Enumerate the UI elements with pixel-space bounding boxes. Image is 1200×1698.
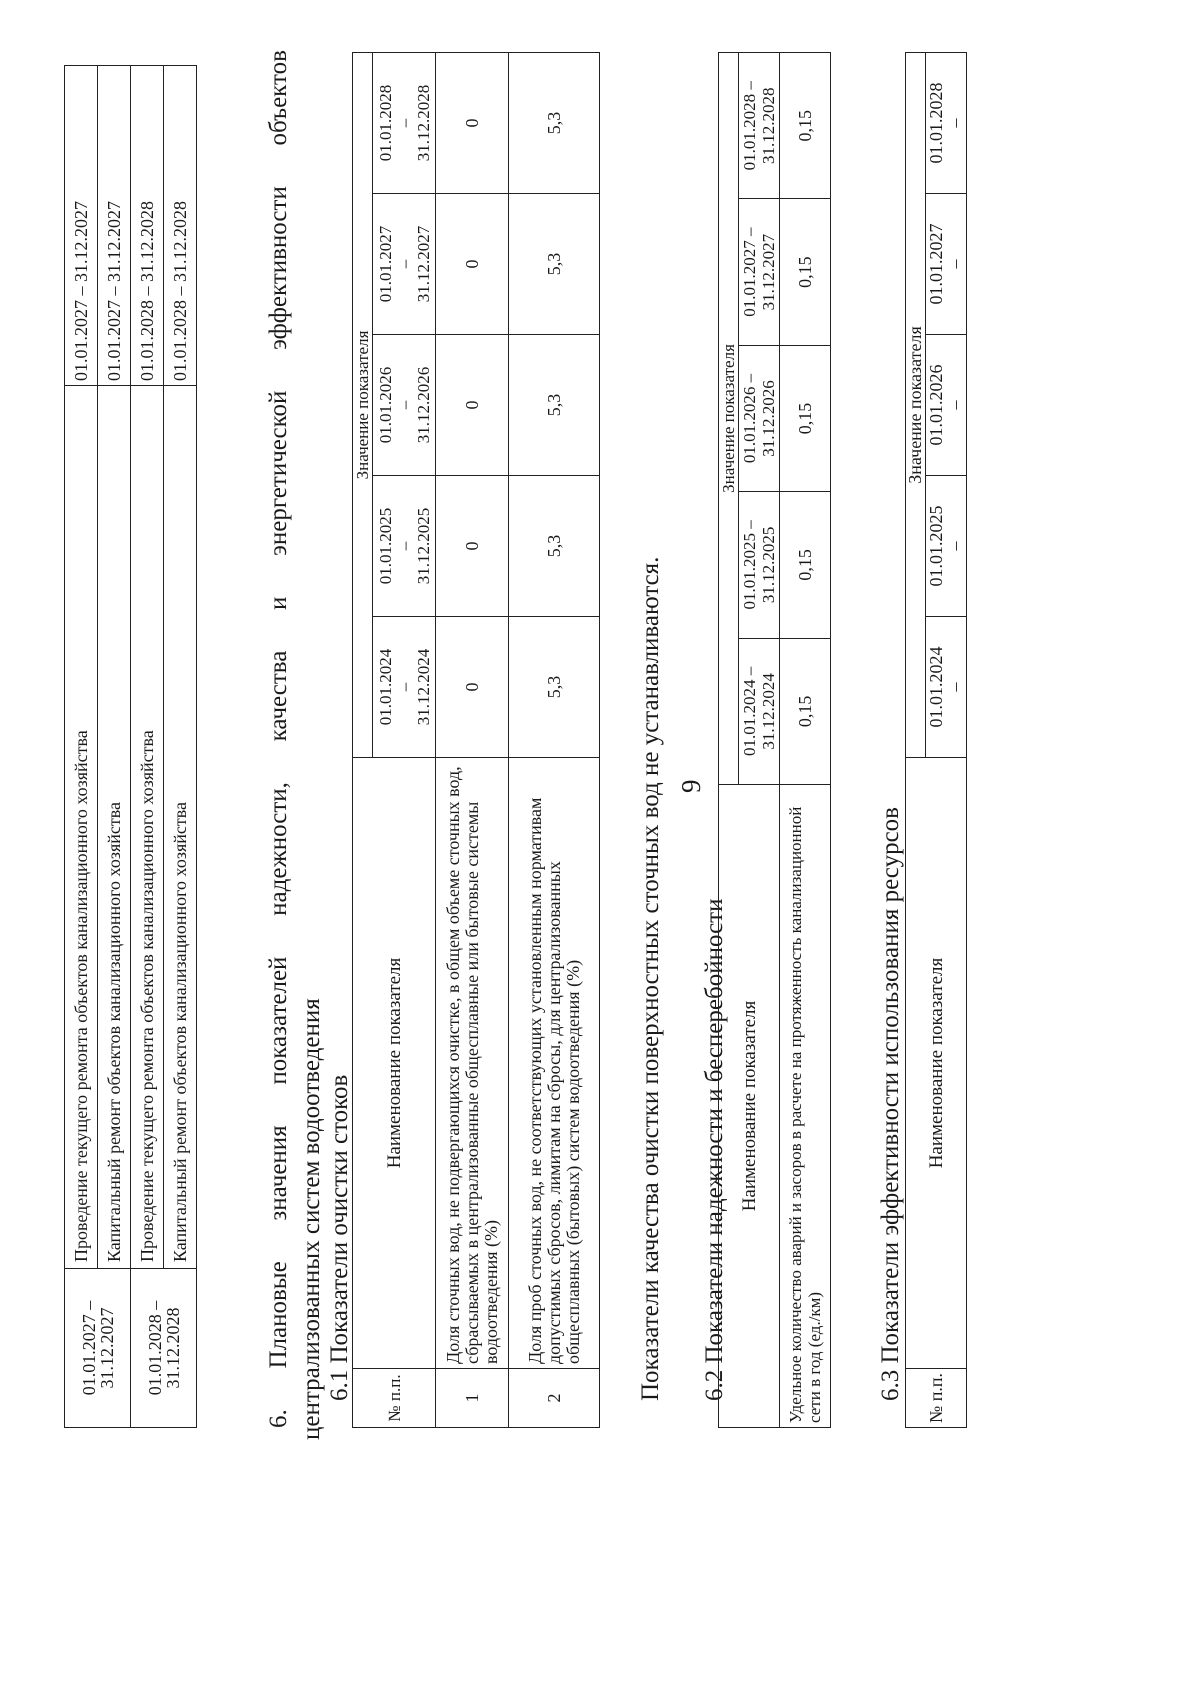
period-start: 01.01.2024 <box>375 648 395 726</box>
indicator-value: 5,3 <box>509 194 600 335</box>
period-start: 01.01.2025 <box>375 507 395 585</box>
page-number: 9 <box>676 779 706 793</box>
period-header: 01.01.2028 – 31.12.2028 <box>739 53 780 199</box>
period-start: 01.01.2027 <box>375 225 395 303</box>
indicator-value: 0 <box>436 617 509 758</box>
schedule-range-cell: 01.01.2027 – 31.12.2027 <box>98 66 131 386</box>
heading-word: энергетической <box>265 390 292 556</box>
period-dash: – <box>394 400 414 410</box>
indicator-value: 0,15 <box>780 53 831 199</box>
schedule-range-cell: 01.01.2028 – 31.12.2028 <box>164 66 197 386</box>
period-dash: – <box>394 118 414 128</box>
table-row <box>98 66 131 1428</box>
name-header: Наименование показателя <box>719 785 780 1428</box>
period-dash: – <box>945 682 965 692</box>
period-header <box>926 617 967 758</box>
period-header <box>926 476 967 617</box>
period-header: 01.01.2025 – 31.12.2025 <box>739 492 780 638</box>
period-header <box>373 617 436 758</box>
table-row <box>65 66 98 1428</box>
period-start: 01.01.2024 <box>926 646 946 728</box>
row-number: 1 <box>436 1369 509 1428</box>
period-end: 31.12.2027 <box>413 225 433 303</box>
schedule-work-cell: Проведение текущего ремонта объектов канализационного хозяйства <box>65 386 98 1269</box>
period-dash: – <box>394 541 414 551</box>
heading-word: качества <box>265 650 292 742</box>
table-header-row <box>353 53 373 1428</box>
period-dash: – <box>394 682 414 692</box>
value-header: Значение показателя <box>906 53 926 758</box>
indicator-name: Доля сточных вод, не подвергающихся очистке, в общем объеме сточных вод, сбрасываемых в централизованные общесплавные или бытовые системы водоотведения (%) <box>436 758 509 1369</box>
period-dash: – <box>394 259 414 269</box>
heading-word: надежности, <box>265 782 292 916</box>
period-header <box>373 53 436 194</box>
period-dash: – <box>945 259 965 269</box>
indicator-value: 5,3 <box>509 53 600 194</box>
section-6-heading-line2: централизованных систем водоотведения <box>298 998 325 1440</box>
table-row <box>436 53 509 1428</box>
table-header-row <box>906 53 926 1428</box>
section-6-3-heading: 6.3 Показатели эффективности использования ресурсов <box>877 807 904 1401</box>
period-end: 31.12.2025 <box>413 507 433 585</box>
num-header: № п.п. <box>906 1369 967 1428</box>
period-start: 01.01.2028 <box>375 84 395 162</box>
indicator-name: Доля проб сточных вод, не соответствующих установленным нормативам допустимых сбросов, лимитам на сбросы, для централизованных общесплавных (бытовых) систем водоотведения (%) <box>509 758 600 1369</box>
table-row <box>780 53 831 1428</box>
table-header-row <box>719 53 739 1428</box>
period-header <box>926 194 967 335</box>
period-header: 01.01.2027 – 31.12.2027 <box>739 199 780 345</box>
heading-word: эффективности <box>265 186 292 350</box>
heading-word: объектов <box>265 50 292 146</box>
period-header <box>373 476 436 617</box>
schedule-range-cell: 01.01.2028 – 31.12.2028 <box>131 66 164 386</box>
period-header <box>373 335 436 476</box>
period-dash: – <box>945 118 965 128</box>
period-start: 01.01.2028 <box>926 82 946 164</box>
period-start: 01.01.2027 <box>926 223 946 305</box>
heading-word: и <box>265 596 292 610</box>
surface-water-note: Показатели качества очистки поверхностных сточных вод не устанавливаются. <box>637 556 664 1401</box>
heading-word: значения <box>265 1125 292 1221</box>
indicator-value: 0 <box>436 476 509 617</box>
period-header <box>926 335 967 476</box>
section-6-1-heading: 6.1 Показатели очистки стоков <box>326 1074 353 1401</box>
period-dash: – <box>945 400 965 410</box>
indicator-value: 0 <box>436 53 509 194</box>
table-row <box>164 66 197 1428</box>
period-start: 01.01.2026 <box>926 364 946 446</box>
schedule-range-cell: 01.01.2027 – 31.12.2027 <box>65 66 98 386</box>
reliability-table <box>718 52 831 1428</box>
indicator-value: 0,15 <box>780 345 831 491</box>
wastewater-treatment-table <box>352 52 600 1428</box>
period-end: 31.12.2028 <box>413 84 433 162</box>
heading-word: 6. <box>265 1409 292 1428</box>
schedule-period-cell: 01.01.2027 – 31.12.2027 <box>65 1269 131 1428</box>
value-header: Значение показателя <box>353 53 373 758</box>
indicator-value: 0 <box>436 194 509 335</box>
period-header: 01.01.2024 – 31.12.2024 <box>739 638 780 784</box>
indicator-value: 5,3 <box>509 335 600 476</box>
name-header: Наименование показателя <box>353 758 436 1369</box>
period-end: 31.12.2026 <box>413 366 433 444</box>
schedule-period-cell: 01.01.2028 – 31.12.2028 <box>131 1269 197 1428</box>
period-end: 31.12.2024 <box>413 648 433 726</box>
row-number: 2 <box>509 1369 600 1428</box>
indicator-name: Удельное количество аварий и засоров в расчете на протяженность канализационной сети в год (ед./км) <box>780 785 831 1428</box>
schedule-work-cell: Капитальный ремонт объектов канализационного хозяйства <box>164 386 197 1269</box>
schedule-work-cell: Проведение текущего ремонта объектов канализационного хозяйства <box>131 386 164 1269</box>
num-header: № п.п. <box>353 1369 436 1428</box>
indicator-value: 0,15 <box>780 638 831 784</box>
table-row <box>131 66 164 1428</box>
indicator-value: 0,15 <box>780 199 831 345</box>
heading-word: показателей <box>265 956 292 1085</box>
table-row <box>509 53 600 1428</box>
heading-word: Плановые <box>265 1261 292 1369</box>
section-6-heading <box>262 50 328 1440</box>
name-header: Наименование показателя <box>906 758 967 1369</box>
value-header: Значение показателя <box>719 53 739 785</box>
section-6-2-heading: 6.2 Показатели надежности и бесперебойности <box>701 898 728 1401</box>
schedule-work-cell: Капитальный ремонт объектов канализационного хозяйства <box>98 386 131 1269</box>
period-header <box>926 53 967 194</box>
period-header: 01.01.2026 – 31.12.2026 <box>739 345 780 491</box>
repair-schedule-table <box>64 65 197 1428</box>
indicator-value: 0,15 <box>780 492 831 638</box>
indicator-value: 0 <box>436 335 509 476</box>
period-start: 01.01.2026 <box>375 366 395 444</box>
indicator-value: 5,3 <box>509 617 600 758</box>
resource-efficiency-table <box>905 52 967 1428</box>
period-dash: – <box>945 541 965 551</box>
period-start: 01.01.2025 <box>926 505 946 587</box>
period-header <box>373 194 436 335</box>
indicator-value: 5,3 <box>509 476 600 617</box>
